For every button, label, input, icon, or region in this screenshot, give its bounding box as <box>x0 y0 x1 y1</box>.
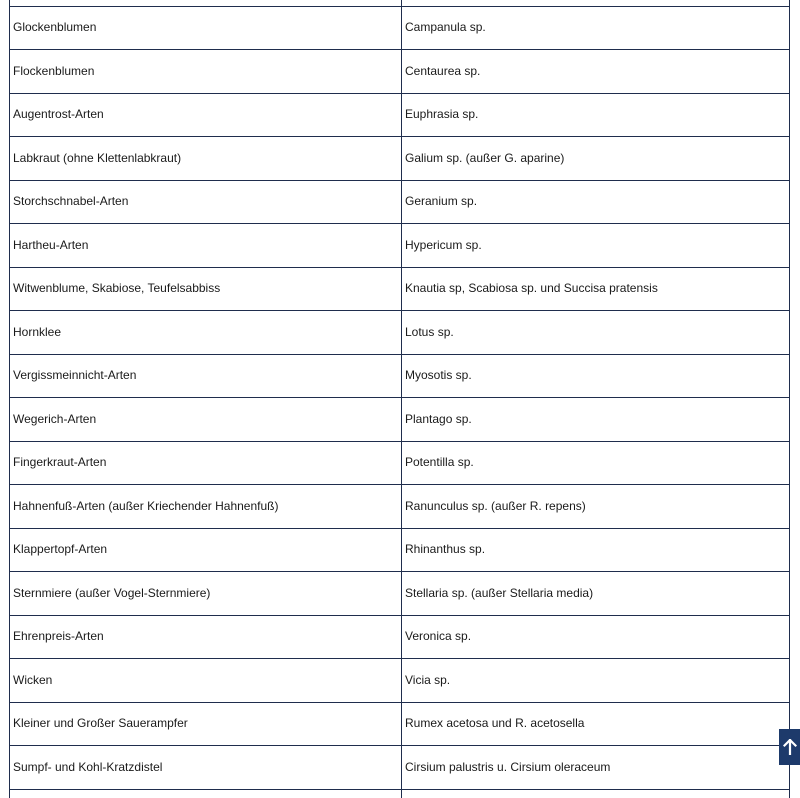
common-name-cell: Hartheu-Arten <box>10 224 402 268</box>
table-row <box>10 354 790 398</box>
common-name-cell: Hornklee <box>10 311 402 355</box>
common-name-cell: Augentrost-Arten <box>10 93 402 137</box>
common-name-cell: Klappertopf-Arten <box>10 528 402 572</box>
species-table-container <box>9 0 789 798</box>
common-name-cell: Sumpf- und Kohl-Kratzdistel <box>10 746 402 790</box>
species-table-body <box>10 0 790 798</box>
table-row <box>10 180 790 224</box>
table-row <box>10 137 790 181</box>
table-row <box>10 485 790 529</box>
species-table <box>9 0 790 798</box>
scroll-to-top-button[interactable] <box>779 729 800 765</box>
table-row <box>10 267 790 311</box>
latin-name-cell: Geranium sp. <box>402 180 790 224</box>
table-row <box>10 311 790 355</box>
latin-name-cell: Galium sp. (außer G. aparine) <box>402 137 790 181</box>
common-name-cell: Hahnenfuß-Arten (außer Kriechender Hahnenfuß) <box>10 485 402 529</box>
table-row <box>10 50 790 94</box>
table-row <box>10 224 790 268</box>
common-name-cell: Labkraut (ohne Klettenlabkraut) <box>10 137 402 181</box>
common-name-cell <box>10 789 402 798</box>
common-name-cell: Witwenblume, Skabiose, Teufelsabbiss <box>10 267 402 311</box>
latin-name-cell: Vicia sp. <box>402 659 790 703</box>
latin-name-cell: Knautia sp, Scabiosa sp. und Succisa pratensis <box>402 267 790 311</box>
common-name-cell: Kleiner und Großer Sauerampfer <box>10 702 402 746</box>
common-name-cell: Fingerkraut-Arten <box>10 441 402 485</box>
latin-name-cell: Myosotis sp. <box>402 354 790 398</box>
latin-name-cell: Lotus sp. <box>402 311 790 355</box>
common-name-cell: Vergissmeinnicht-Arten <box>10 354 402 398</box>
table-row <box>10 659 790 703</box>
latin-name-cell: Centaurea sp. <box>402 50 790 94</box>
table-row <box>10 789 790 798</box>
latin-name-cell: Veronica sp. <box>402 615 790 659</box>
latin-name-cell: Hypericum sp. <box>402 224 790 268</box>
latin-name-cell: Ranunculus sp. (außer R. repens) <box>402 485 790 529</box>
common-name-cell: Sternmiere (außer Vogel-Sternmiere) <box>10 572 402 616</box>
common-name-cell: Flockenblumen <box>10 50 402 94</box>
latin-name-cell: Rhinanthus sp. <box>402 528 790 572</box>
arrow-up-icon <box>783 739 797 755</box>
latin-name-cell: Campanula sp. <box>402 6 790 50</box>
table-row <box>10 6 790 50</box>
table-row <box>10 615 790 659</box>
table-row <box>10 572 790 616</box>
table-row <box>10 441 790 485</box>
table-row <box>10 702 790 746</box>
common-name-cell: Storchschnabel-Arten <box>10 180 402 224</box>
latin-name-cell: Stellaria sp. (außer Stellaria media) <box>402 572 790 616</box>
common-name-cell: Wicken <box>10 659 402 703</box>
latin-name-cell: Potentilla sp. <box>402 441 790 485</box>
latin-name-cell <box>402 789 790 798</box>
table-row <box>10 93 790 137</box>
common-name-cell: Glockenblumen <box>10 6 402 50</box>
common-name-cell: Ehrenpreis-Arten <box>10 615 402 659</box>
table-row <box>10 528 790 572</box>
latin-name-cell: Rumex acetosa und R. acetosella <box>402 702 790 746</box>
latin-name-cell: Euphrasia sp. <box>402 93 790 137</box>
latin-name-cell: Plantago sp. <box>402 398 790 442</box>
table-row <box>10 746 790 790</box>
latin-name-cell: Cirsium palustris u. Cirsium oleraceum <box>402 746 790 790</box>
table-row <box>10 398 790 442</box>
common-name-cell: Wegerich-Arten <box>10 398 402 442</box>
